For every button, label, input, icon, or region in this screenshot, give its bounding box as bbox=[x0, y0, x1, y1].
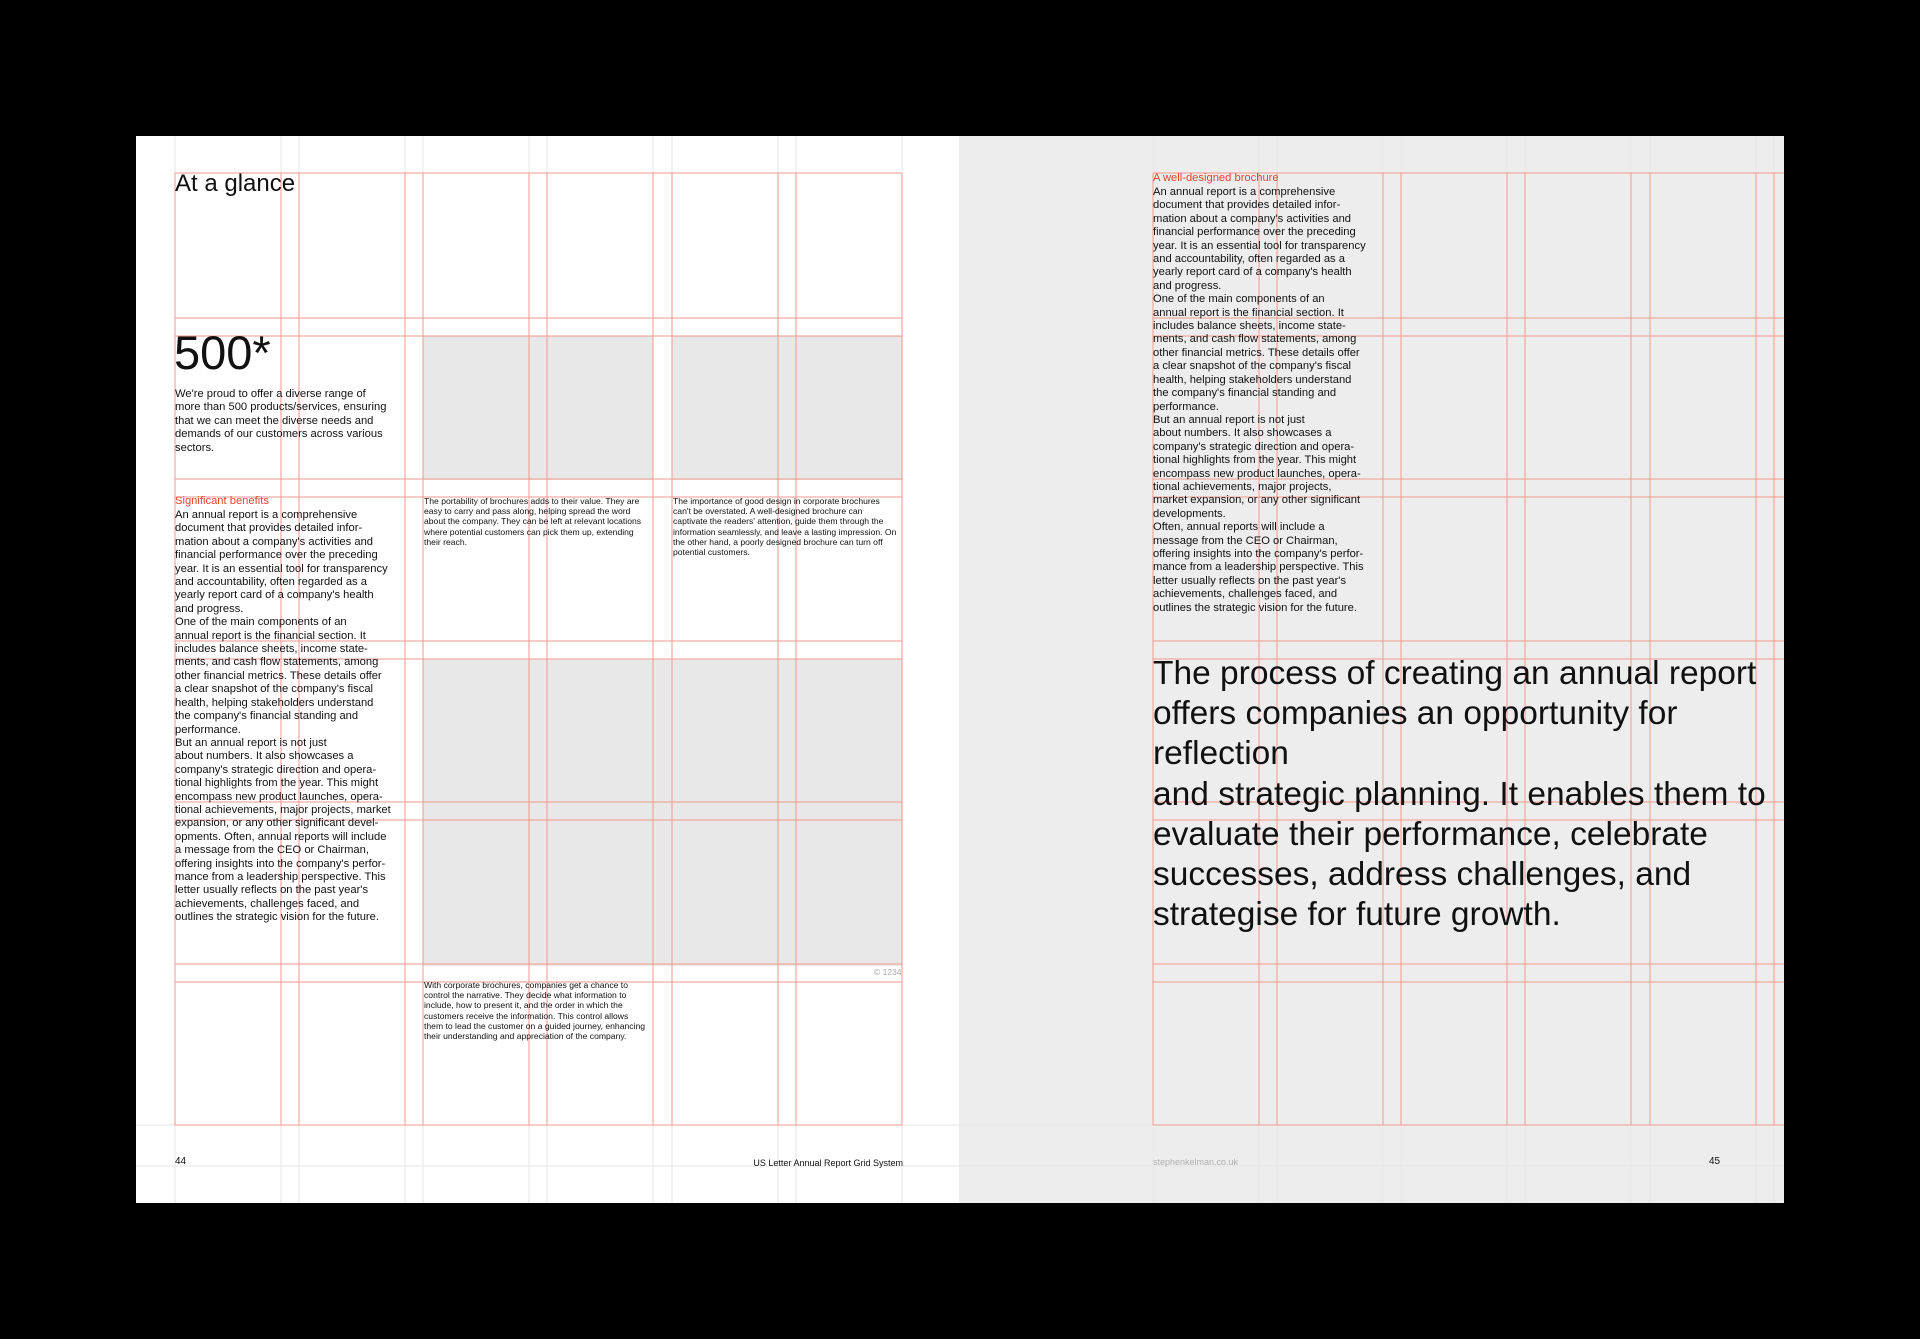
page-number: 44 bbox=[175, 1156, 187, 1167]
section-title: A well-designed brochure bbox=[1153, 172, 1279, 184]
website-url: stephenkelman.co.uk bbox=[1153, 1157, 1239, 1167]
page-heading: At a glance bbox=[175, 170, 296, 197]
brochure-spread bbox=[136, 136, 1784, 1203]
running-title: US Letter Annual Report Grid System bbox=[753, 1158, 903, 1168]
image-placeholder bbox=[423, 659, 902, 966]
image-placeholder bbox=[672, 336, 902, 480]
pull-quote: The process of creating an annual report offers companies an opportunity for reflection and strategic planning. It enables them to evaluate their performance, celebrate successes, address challenges, and strategise for future growth. bbox=[1153, 655, 1766, 934]
body-text: An annual report is a comprehensive document that provides detailed infor- mation about a company's activities and financial performance over the preceding year. It is an essential tool for transparency and accountability, often regarded as a yearly report card of a company's health and progress. One of the main components of an annual report is the financial section. It includes balance sheets, income state- ments, and cash flow statements, among other financial metrics. These details offer a clear snapshot of the company's fiscal health, helping stakeholders understand the company's financial standing and performance. But an annual report is not just about numbers. It also showcases a company's strategic direction and opera- tional highlights from the year. This might encompass new product launches, opera- tional achievements, major projects, market expansion, or any other significant devel- opments. Often, annual reports will include a message from the CEO or Chairman, offering insights into the company's perfor- mance from a leadership perspective. This letter usually reflects on the past year's achievements, challenges faced, and outlines the strategic vision for the future. bbox=[175, 509, 391, 924]
stat-value: 500* bbox=[174, 326, 271, 379]
image-credit: © 1234 bbox=[874, 967, 902, 977]
stat-description: We're proud to offer a diverse range of more than 500 products/services, ensuring that we can meet the diverse needs and demands of our customers across various sectors. bbox=[175, 388, 387, 454]
right-page bbox=[959, 136, 1784, 1203]
body-text: An annual report is a comprehensive document that provides detailed infor- mation about a company's activities and financial performance over the preceding year. It is an essential tool for transparency and accountability, often regarded as a yearly report card of a company's health and progress. One of the main components of an annual report is the financial section. It includes balance sheets, income state- ments, and cash flow statements, among other financial metrics. These details offer a clear snapshot of the company's fiscal health, helping stakeholders understand the company's financial standing and performance. But an annual report is not just about numbers. It also showcases a company's strategic direction and opera- tional highlights from the year. This might encompass new product launches, opera- tional achievements, major projects, market expansion, or any other significant developments. Often, annual reports will include a message from the CEO or Chairman, offering insights into the company's perfor- mance from a leadership perspective. This letter usually reflects on the past year's achievements, challenges faced, and outlines the strategic vision for the future. bbox=[1153, 186, 1366, 614]
page-number: 45 bbox=[1709, 1156, 1721, 1167]
image-placeholder bbox=[423, 336, 653, 480]
caption-portability: The portability of brochures adds to their value. They are easy to carry and pass along, helping spread the word about the company. They can be left at relevant locations where potential customers can pick them up, extending their reach. bbox=[424, 496, 642, 547]
caption-narrative: With corporate brochures, companies get a chance to control the narrative. They decide what information to include, how to present it, and the order in which the customers receive the information. This control allows them to lead the customer on a guided journey, enhancing their understanding and appreciation of the company. bbox=[424, 980, 646, 1042]
section-title: Significant benefits bbox=[175, 495, 269, 507]
left-page bbox=[136, 136, 959, 1203]
caption-design: The importance of good design in corporate brochures can't be overstated. A well-designed brochure can captivate the readers' attention, guide them through the information seamlessly, and leave a lasting impression. On the other hand, a poorly designed brochure can turn off potential customers. bbox=[673, 496, 897, 558]
